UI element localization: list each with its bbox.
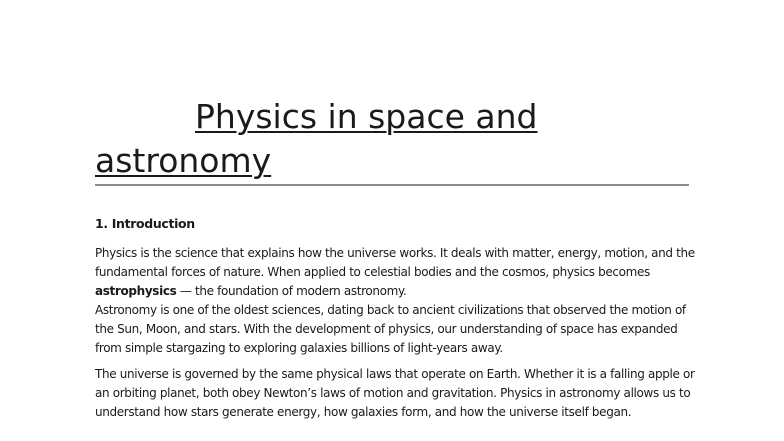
astrophysics-term: astrophysics: [95, 284, 177, 298]
title-line-1: Physics in space and: [195, 97, 538, 136]
document-body: [95, 214, 695, 422]
section-heading: 1. Introduction: [95, 216, 195, 231]
paragraph-history: Astronomy is one of the oldest sciences, dating back to ancient civilizations that observed the motion of the Sun, Moon, and stars. With the development of physics, our understanding of space has expanded from simple stargazing to exploring galaxies billions of light-years away.: [95, 303, 686, 355]
document-title: [95, 95, 695, 183]
title-divider: [95, 184, 689, 186]
paragraph-laws: The universe is governed by the same physical laws that operate on Earth. Whether it is a falling apple or an orbiting planet, both obey Newton’s laws of motion and gravitation. Physics in astronomy allows us to understand how stars generate energy, how galaxies form, and how the universe itself began.: [95, 367, 695, 419]
paragraph-intro-text: Physics is the science that explains how the universe works. It deals with matter, energy, motion, and the fundamental forces of nature. When applied to celestial bodies and the cosmos, physics becomes: [95, 246, 695, 279]
title-line-2: astronomy: [95, 141, 272, 180]
paragraph-intro-tail: — the foundation of modern astronomy.: [176, 284, 407, 298]
paragraph-intro: [95, 244, 695, 301]
